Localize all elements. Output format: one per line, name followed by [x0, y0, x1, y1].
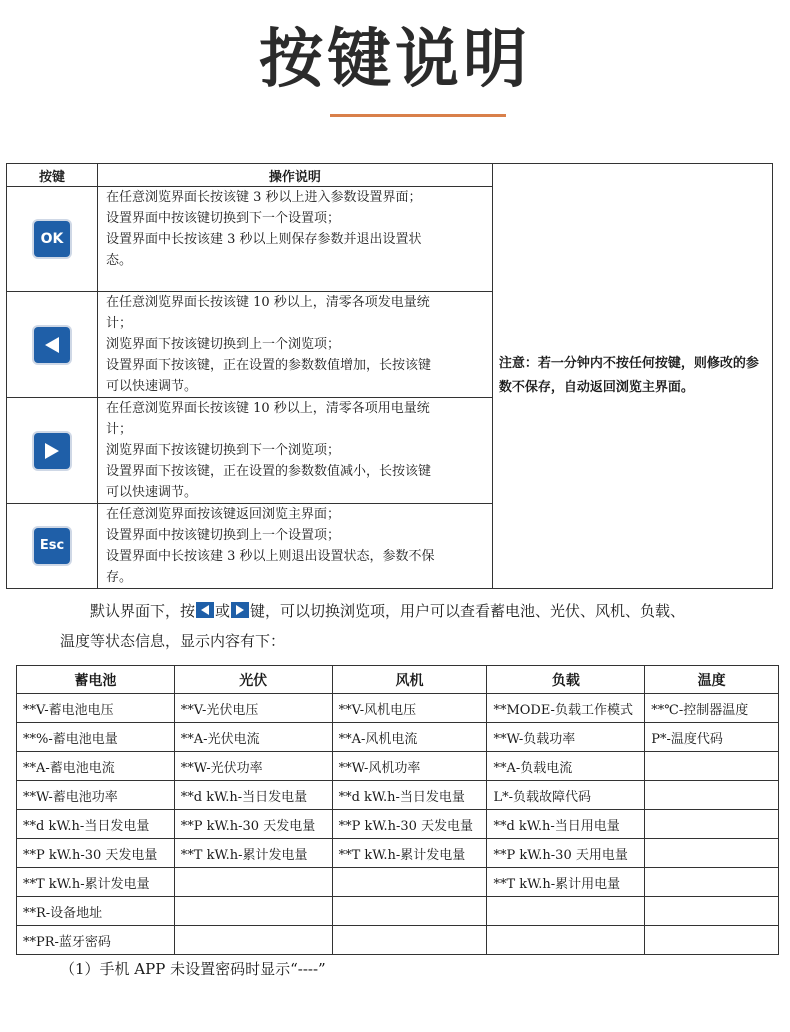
table-cell: **℃-控制器温度 [645, 694, 779, 723]
table-row [17, 723, 779, 752]
table-cell [645, 810, 779, 839]
table-cell: **P kW.h-30 天用电量 [487, 839, 645, 868]
desc-line: 设置界面中按该键切换到上一个设置项； [106, 528, 341, 543]
table-row [17, 868, 779, 897]
table-cell: **A-光伏电流 [174, 723, 332, 752]
table-cell: **P kW.h-30 天发电量 [332, 810, 487, 839]
desc-line: 设置界面中长按该建 3 秒以上则退出设置状态，参数不保 [106, 549, 435, 564]
desc-line: 可以快速调节。 [106, 485, 198, 500]
desc-line: 设置界面下按该键，正在设置的参数数值减小，长按该键 [106, 464, 432, 479]
table-cell: **PR-蓝牙密码 [17, 926, 175, 955]
table-cell: **V-风机电压 [332, 694, 487, 723]
table-cell: **A-负载电流 [487, 752, 645, 781]
page-title: 按键说明 [259, 23, 531, 97]
table-cell: P*-温度代码 [645, 723, 779, 752]
right-key-icon [231, 602, 249, 618]
left-key-icon [196, 602, 214, 618]
table-cell: **W-负载功率 [487, 723, 645, 752]
table-cell [645, 781, 779, 810]
table-cell: **d kW.h-当日发电量 [332, 781, 487, 810]
key-table [6, 163, 773, 589]
para-text: 温度等状态信息，显示内容有下： [60, 632, 286, 650]
table-cell: **T kW.h-累计发电量 [332, 839, 487, 868]
desc-line: 计； [106, 422, 133, 437]
note-cell: 注意：若一分钟内不按任何按键，则修改的参数不保存，自动返回浏览主界面。 [492, 164, 772, 589]
desc-line: 浏览界面下按该键切换到上一个浏览项； [106, 337, 341, 352]
table-cell: **W-光伏功率 [174, 752, 332, 781]
table-cell: **P kW.h-30 天发电量 [174, 810, 332, 839]
desc-line: 设置界面下按该键，正在设置的参数数值增加，长按该键 [106, 358, 432, 373]
desc-line: 存。 [106, 570, 133, 585]
footnote: （1）手机 APP 未设置密码时显示“----” [60, 960, 326, 978]
left-key-icon [34, 327, 70, 363]
table-row [17, 694, 779, 723]
header-load: 负载 [487, 666, 645, 694]
table-cell [645, 839, 779, 868]
status-table [16, 665, 779, 955]
para-text: 默认界面下，按 [90, 602, 196, 620]
table-cell [174, 868, 332, 897]
status-table-body [17, 694, 779, 955]
header-operation: 操作说明 [98, 164, 493, 187]
ok-key-description [98, 187, 493, 292]
table-cell [645, 868, 779, 897]
table-cell [332, 926, 487, 955]
header-temperature: 温度 [645, 666, 779, 694]
para-text: 键，可以切换浏览项，用户可以查看蓄电池、光伏、风机、负载、 [250, 602, 686, 620]
title-underline [330, 114, 506, 117]
desc-line: 可以快速调节。 [106, 379, 198, 394]
desc-line: 设置界面中长按该建 3 秒以上则保存参数并退出设置状 [106, 232, 422, 247]
table-row [17, 897, 779, 926]
right-key-description [98, 398, 493, 504]
ok-key-icon: OK [34, 221, 70, 257]
table-cell [645, 752, 779, 781]
table-cell: **V-光伏电压 [174, 694, 332, 723]
header-key: 按键 [7, 164, 98, 187]
table-cell: **W-蓄电池功率 [17, 781, 175, 810]
table-cell: **R-设备地址 [17, 897, 175, 926]
table-cell: **d kW.h-当日发电量 [17, 810, 175, 839]
table-cell [645, 926, 779, 955]
table-row [17, 926, 779, 955]
table-row [17, 752, 779, 781]
desc-line: 在任意浏览界面长按该键 10 秒以上，清零各项发电量统 [106, 295, 430, 310]
desc-line: 在任意浏览界面长按该键 3 秒以上进入参数设置界面； [106, 190, 422, 205]
header-battery: 蓄电池 [17, 666, 175, 694]
left-key-description [98, 292, 493, 398]
status-table-header [17, 666, 779, 694]
table-cell: **V-蓄电池电压 [17, 694, 175, 723]
table-cell: **W-风机功率 [332, 752, 487, 781]
table-row [17, 839, 779, 868]
table-cell: **T kW.h-累计用电量 [487, 868, 645, 897]
header-pv: 光伏 [174, 666, 332, 694]
table-cell [487, 897, 645, 926]
table-cell [645, 897, 779, 926]
key-table-header [7, 164, 773, 187]
desc-line: 设置界面中按该键切换到下一个设置项； [106, 211, 341, 226]
intro-paragraph [60, 596, 772, 656]
table-row [17, 810, 779, 839]
table-cell: **%-蓄电池电量 [17, 723, 175, 752]
table-cell: **d kW.h-当日用电量 [487, 810, 645, 839]
desc-line: 在任意浏览界面长按该键 10 秒以上，清零各项用电量统 [106, 401, 430, 416]
table-cell: **T kW.h-累计发电量 [17, 868, 175, 897]
desc-line: 态。 [106, 253, 133, 268]
table-cell: L*-负载故障代码 [487, 781, 645, 810]
table-cell [332, 868, 487, 897]
table-cell: **P kW.h-30 天发电量 [17, 839, 175, 868]
table-cell: **A-蓄电池电流 [17, 752, 175, 781]
desc-line: 浏览界面下按该键切换到下一个浏览项； [106, 443, 341, 458]
table-cell [174, 926, 332, 955]
table-cell: **A-风机电流 [332, 723, 487, 752]
table-cell: **d kW.h-当日发电量 [174, 781, 332, 810]
table-cell: **MODE-负载工作模式 [487, 694, 645, 723]
table-cell [487, 926, 645, 955]
table-cell [332, 897, 487, 926]
para-text: 或 [215, 602, 231, 620]
desc-line: 计； [106, 316, 133, 331]
header-wind: 风机 [332, 666, 487, 694]
table-row [17, 781, 779, 810]
esc-key-description [98, 504, 493, 589]
table-cell: **T kW.h-累计发电量 [174, 839, 332, 868]
desc-line: 在任意浏览界面按该键返回浏览主界面； [106, 507, 341, 522]
esc-key-icon: Esc [34, 528, 70, 564]
table-cell [174, 897, 332, 926]
right-key-icon [34, 433, 70, 469]
